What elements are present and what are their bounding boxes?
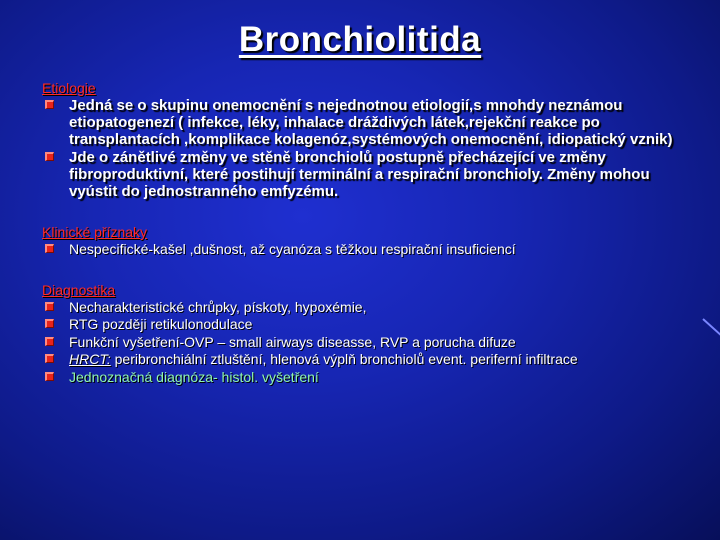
bullet-icon <box>45 372 54 381</box>
slide-content <box>42 80 692 409</box>
hrct-label: HRCT: <box>69 351 111 367</box>
decorative-line <box>702 318 720 336</box>
list-item <box>42 316 692 333</box>
section-diagnostika <box>42 282 692 386</box>
section-heading-diagnostika: Diagnostika <box>42 281 116 298</box>
bullet-icon <box>45 100 54 109</box>
list-item-hrct <box>42 351 692 368</box>
list-item-text: Jedná se o skupinu onemocnění s nejednotnou etiologií,s mnohdy neznámou etiopatogenezí ( infekce, léky, inhalace dráždivých látek,rejekční reakce po transplantacích ,komplikace kolagenóz,systémových onemocnění, idiopatický vznik) <box>69 97 673 148</box>
bullet-icon <box>45 354 54 363</box>
list-item <box>42 334 692 351</box>
bullet-icon <box>45 337 54 346</box>
etiologie-list <box>42 97 692 200</box>
list-item-diagnoza <box>42 369 692 386</box>
slide-title: Bronchiolitida <box>238 20 482 59</box>
list-item-text: Jde o zánětlivé změny ve stěně bronchiolů postupně přecházející ve změny fibroproduktivní, které postihují terminální a respirační bronchioly. Změny mohou vyústit do jednostranného emfyzému. <box>69 149 650 200</box>
list-item-text: Necharakteristické chrůpky, pískoty, hypoxémie, <box>69 298 367 315</box>
list-item <box>42 241 692 258</box>
list-item-text: Funkční vyšetření-OVP – small airways diseasse, RVP a porucha difuze <box>69 333 516 350</box>
bullet-icon <box>45 244 54 253</box>
section-klinicke-priznaky <box>42 224 692 258</box>
list-item <box>42 97 692 148</box>
section-etiologie <box>42 80 692 200</box>
list-item-text: Jednoznačná diagnóza- histol. vyšetření <box>69 368 319 385</box>
bullet-icon <box>45 302 54 311</box>
list-item <box>42 149 692 200</box>
diagnostika-list <box>42 299 692 386</box>
list-item <box>42 299 692 316</box>
hrct-text: peribronchiální ztluštění, hlenová výplň bronchiolů event. periferní infiltrace <box>110 351 578 367</box>
section-heading-etiologie: Etiologie <box>42 80 96 96</box>
bullet-icon <box>45 152 54 161</box>
list-item-text: Nespecifické-kašel ,dušnost, až cyanóza s těžkou respirační insuficiencí <box>69 241 516 257</box>
section-heading-klinicke-priznaky: Klinické příznaky <box>42 224 148 240</box>
bullet-icon <box>45 319 54 328</box>
klinicke-priznaky-list <box>42 241 692 258</box>
list-item-text: RTG později retikulonodulace <box>69 316 253 332</box>
